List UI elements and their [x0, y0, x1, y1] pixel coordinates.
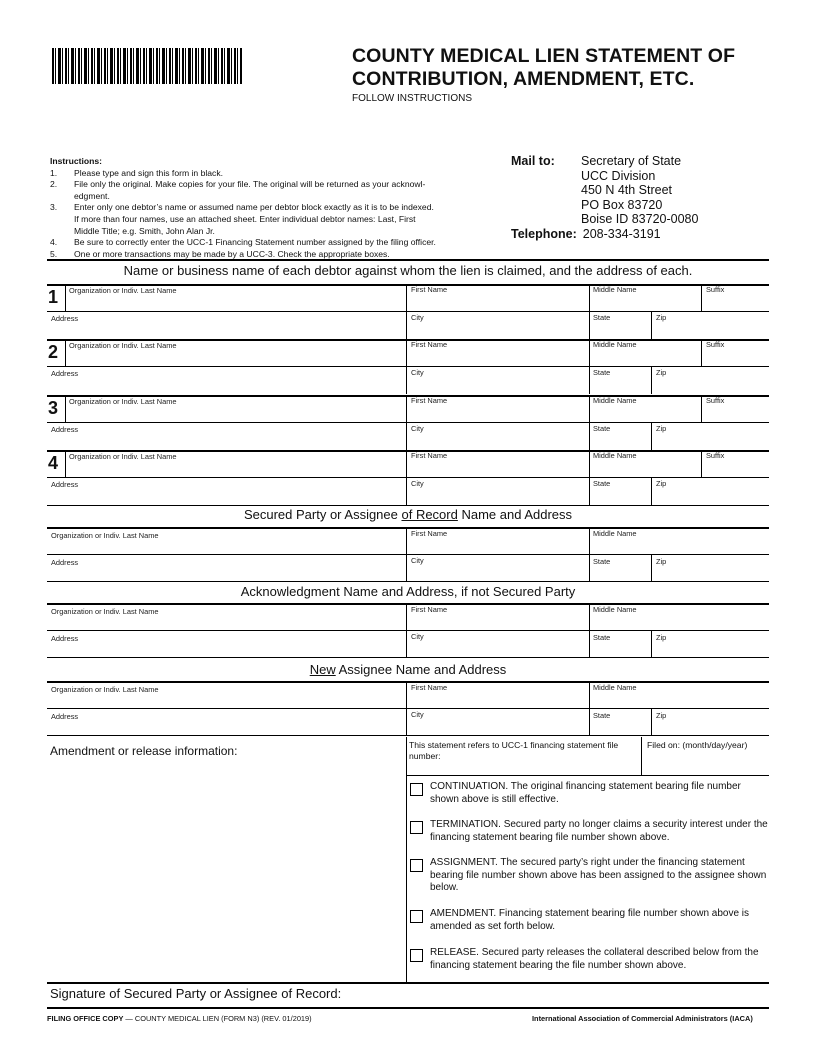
state-field[interactable]: State: [593, 711, 611, 720]
middle-name-field[interactable]: Middle Name: [593, 529, 637, 538]
amendment-divider: [406, 737, 407, 982]
middle-name-field[interactable]: Middle Name: [593, 605, 637, 614]
debtor-number: 3: [48, 398, 59, 418]
divider: [47, 982, 769, 984]
middle-name-field[interactable]: Middle Name: [593, 396, 637, 405]
signature-line[interactable]: [47, 1007, 769, 1009]
suffix-field[interactable]: Suffix: [706, 285, 725, 294]
address-field[interactable]: Address: [51, 369, 79, 378]
divider: [47, 422, 769, 423]
field-divider: [406, 339, 407, 394]
first-name-field[interactable]: First Name: [411, 396, 448, 405]
state-field[interactable]: State: [593, 479, 611, 488]
middle-name-field[interactable]: Middle Name: [593, 285, 637, 294]
field-divider: [589, 284, 590, 339]
field-divider: [406, 603, 407, 657]
last-name-field[interactable]: Organization or Indiv. Last Name: [69, 452, 177, 461]
field-divider: [65, 339, 66, 366]
city-field[interactable]: City: [411, 479, 424, 488]
divider: [406, 775, 769, 776]
barcode: [52, 48, 242, 84]
debtor-number: 4: [48, 453, 59, 473]
debtor-number: 1: [48, 287, 59, 307]
field-divider: [65, 395, 66, 422]
divider: [47, 477, 769, 478]
address-field[interactable]: Address: [51, 712, 79, 721]
field-divider: [701, 450, 702, 477]
signature-label: Signature of Secured Party or Assignee of Record:: [50, 986, 342, 1001]
middle-name-field[interactable]: Middle Name: [593, 683, 637, 692]
zip-field[interactable]: Zip: [656, 313, 667, 322]
field-divider: [589, 395, 590, 450]
zip-field[interactable]: Zip: [656, 557, 667, 566]
field-divider: [651, 366, 652, 394]
mail-to: Mail to: Secretary of State UCC Division 450 N 4th Street PO Box 83720 Boise ID 83720-0080: [511, 154, 699, 227]
amendment-label: Amendment or release information:: [50, 744, 238, 758]
termination-checkbox[interactable]: [410, 821, 423, 834]
field-divider: [701, 339, 702, 366]
filed-on-field[interactable]: Filed on: (month/day/year): [647, 740, 748, 750]
last-name-field[interactable]: Organization or Indiv. Last Name: [51, 685, 159, 694]
address-field[interactable]: Address: [51, 425, 79, 434]
zip-field[interactable]: Zip: [656, 711, 667, 720]
field-divider: [406, 395, 407, 450]
assignment-option: ASSIGNMENT. The secured party’s right under the financing statement bearing file number shown above has been assigned to the assignee shown below.: [430, 857, 767, 893]
field-divider: [651, 477, 652, 505]
continuation-option: CONTINUATION. The original financing statement bearing file number shown above is still effective.: [430, 781, 741, 805]
last-name-field[interactable]: Organization or Indiv. Last Name: [69, 397, 177, 406]
field-divider: [589, 603, 590, 657]
city-field[interactable]: City: [411, 556, 424, 565]
instructions: Instructions: 1. Please type and sign this form in black. 2. File only the original. Make copies for your file. The original will be returned as your acknowl- edgment. 3. Enter only one debtor’s name or assumed name per debtor block exactly as it is to be indexed. If more than four names, use an attached sheet. Enter individual debtor names: Last, First Middle Title; e.g. Smith, John Alan Jr. 4. Be sure to correctly enter the UCC-1 Financing Statement number assigned by the filing officer. 5. One or more transactions may be made by a UCC-3. Check the appropriate boxes.: [50, 156, 436, 259]
form-title: COUNTY MEDICAL LIEN STATEMENT OF CONTRIBUTION, AMENDMENT, ETC.: [352, 45, 736, 90]
city-field[interactable]: City: [411, 313, 424, 322]
field-divider: [406, 527, 407, 581]
field-divider: [589, 450, 590, 505]
field-divider: [65, 284, 66, 311]
amendment-option: AMENDMENT. Financing statement bearing file number shown above is amended as set forth below.: [430, 908, 750, 932]
first-name-field[interactable]: First Name: [411, 529, 448, 538]
field-divider: [406, 681, 407, 735]
assignment-checkbox[interactable]: [410, 859, 423, 872]
state-field[interactable]: State: [593, 424, 611, 433]
first-name-field[interactable]: First Name: [411, 605, 448, 614]
filed-divider: [641, 737, 642, 775]
footer-right: International Association of Commercial Administrators (IACA): [532, 1014, 753, 1023]
release-checkbox[interactable]: [410, 949, 423, 962]
debtors-heading: Name or business name of each debtor against whom the lien is claimed, and the address of each.: [123, 263, 693, 278]
state-field[interactable]: State: [593, 633, 611, 642]
last-name-field[interactable]: Organization or Indiv. Last Name: [51, 607, 159, 616]
zip-field[interactable]: Zip: [656, 424, 667, 433]
continuation-checkbox[interactable]: [410, 783, 423, 796]
middle-name-field[interactable]: Middle Name: [593, 340, 637, 349]
state-field[interactable]: State: [593, 368, 611, 377]
file-number-field[interactable]: This statement refers to UCC-1 financing statement file number:: [409, 740, 619, 761]
divider: [47, 527, 769, 529]
debtor-number: 2: [48, 342, 59, 362]
first-name-field[interactable]: First Name: [411, 683, 448, 692]
divider: [47, 505, 769, 506]
field-divider: [589, 339, 590, 394]
zip-field[interactable]: Zip: [656, 479, 667, 488]
divider: [47, 603, 769, 605]
field-divider: [65, 450, 66, 477]
last-name-field[interactable]: Organization or Indiv. Last Name: [51, 531, 159, 540]
field-divider: [406, 450, 407, 505]
follow-instructions: FOLLOW INSTRUCTIONS: [352, 93, 473, 104]
last-name-field[interactable]: Organization or Indiv. Last Name: [69, 286, 177, 295]
first-name-field[interactable]: First Name: [411, 285, 448, 294]
state-field[interactable]: State: [593, 313, 611, 322]
field-divider: [589, 681, 590, 735]
field-divider: [406, 284, 407, 339]
divider: [47, 708, 769, 709]
new-assignee-heading: New Assignee Name and Address: [309, 662, 507, 677]
field-divider: [651, 422, 652, 450]
suffix-field[interactable]: Suffix: [706, 340, 725, 349]
field-divider: [651, 311, 652, 339]
address-field[interactable]: Address: [51, 480, 79, 489]
release-option: RELEASE. Secured party releases the collateral described below from the financing statement bearing the file number shown above.: [430, 947, 759, 971]
acknowledgment-heading: Acknowledgment Name and Address, if not Secured Party: [240, 584, 576, 599]
state-field[interactable]: State: [593, 557, 611, 566]
zip-field[interactable]: Zip: [656, 633, 667, 642]
divider: [47, 657, 769, 658]
footer-left: FILING OFFICE COPY — COUNTY MEDICAL LIEN (FORM N3) (REV. 01/2019): [47, 1014, 312, 1023]
city-field[interactable]: City: [411, 632, 424, 641]
city-field[interactable]: City: [411, 368, 424, 377]
first-name-field[interactable]: First Name: [411, 340, 448, 349]
divider: [47, 311, 769, 312]
city-field[interactable]: City: [411, 710, 424, 719]
divider: [47, 259, 769, 261]
field-divider: [589, 527, 590, 581]
address-field[interactable]: Address: [51, 558, 79, 567]
middle-name-field[interactable]: Middle Name: [593, 451, 637, 460]
address-field[interactable]: Address: [51, 634, 79, 643]
zip-field[interactable]: Zip: [656, 368, 667, 377]
termination-option: TERMINATION. Secured party no longer claims a security interest under the financing statement bearing file number shown above.: [430, 819, 768, 843]
amendment-checkbox[interactable]: [410, 910, 423, 923]
suffix-field[interactable]: Suffix: [706, 451, 725, 460]
divider: [47, 581, 769, 582]
divider: [47, 554, 769, 555]
divider: [47, 630, 769, 631]
first-name-field[interactable]: First Name: [411, 451, 448, 460]
divider: [47, 366, 769, 367]
field-divider: [651, 708, 652, 735]
divider: [47, 735, 769, 736]
field-divider: [651, 630, 652, 657]
city-field[interactable]: City: [411, 424, 424, 433]
last-name-field[interactable]: Organization or Indiv. Last Name: [69, 341, 177, 350]
field-divider: [651, 554, 652, 581]
address-field[interactable]: Address: [51, 314, 79, 323]
field-divider: [701, 395, 702, 422]
divider: [47, 681, 769, 683]
suffix-field[interactable]: Suffix: [706, 396, 725, 405]
secured-party-heading: Secured Party or Assignee of Record Name and Address: [243, 507, 573, 522]
telephone: Telephone: 208-334-3191: [511, 227, 661, 241]
field-divider: [701, 284, 702, 311]
